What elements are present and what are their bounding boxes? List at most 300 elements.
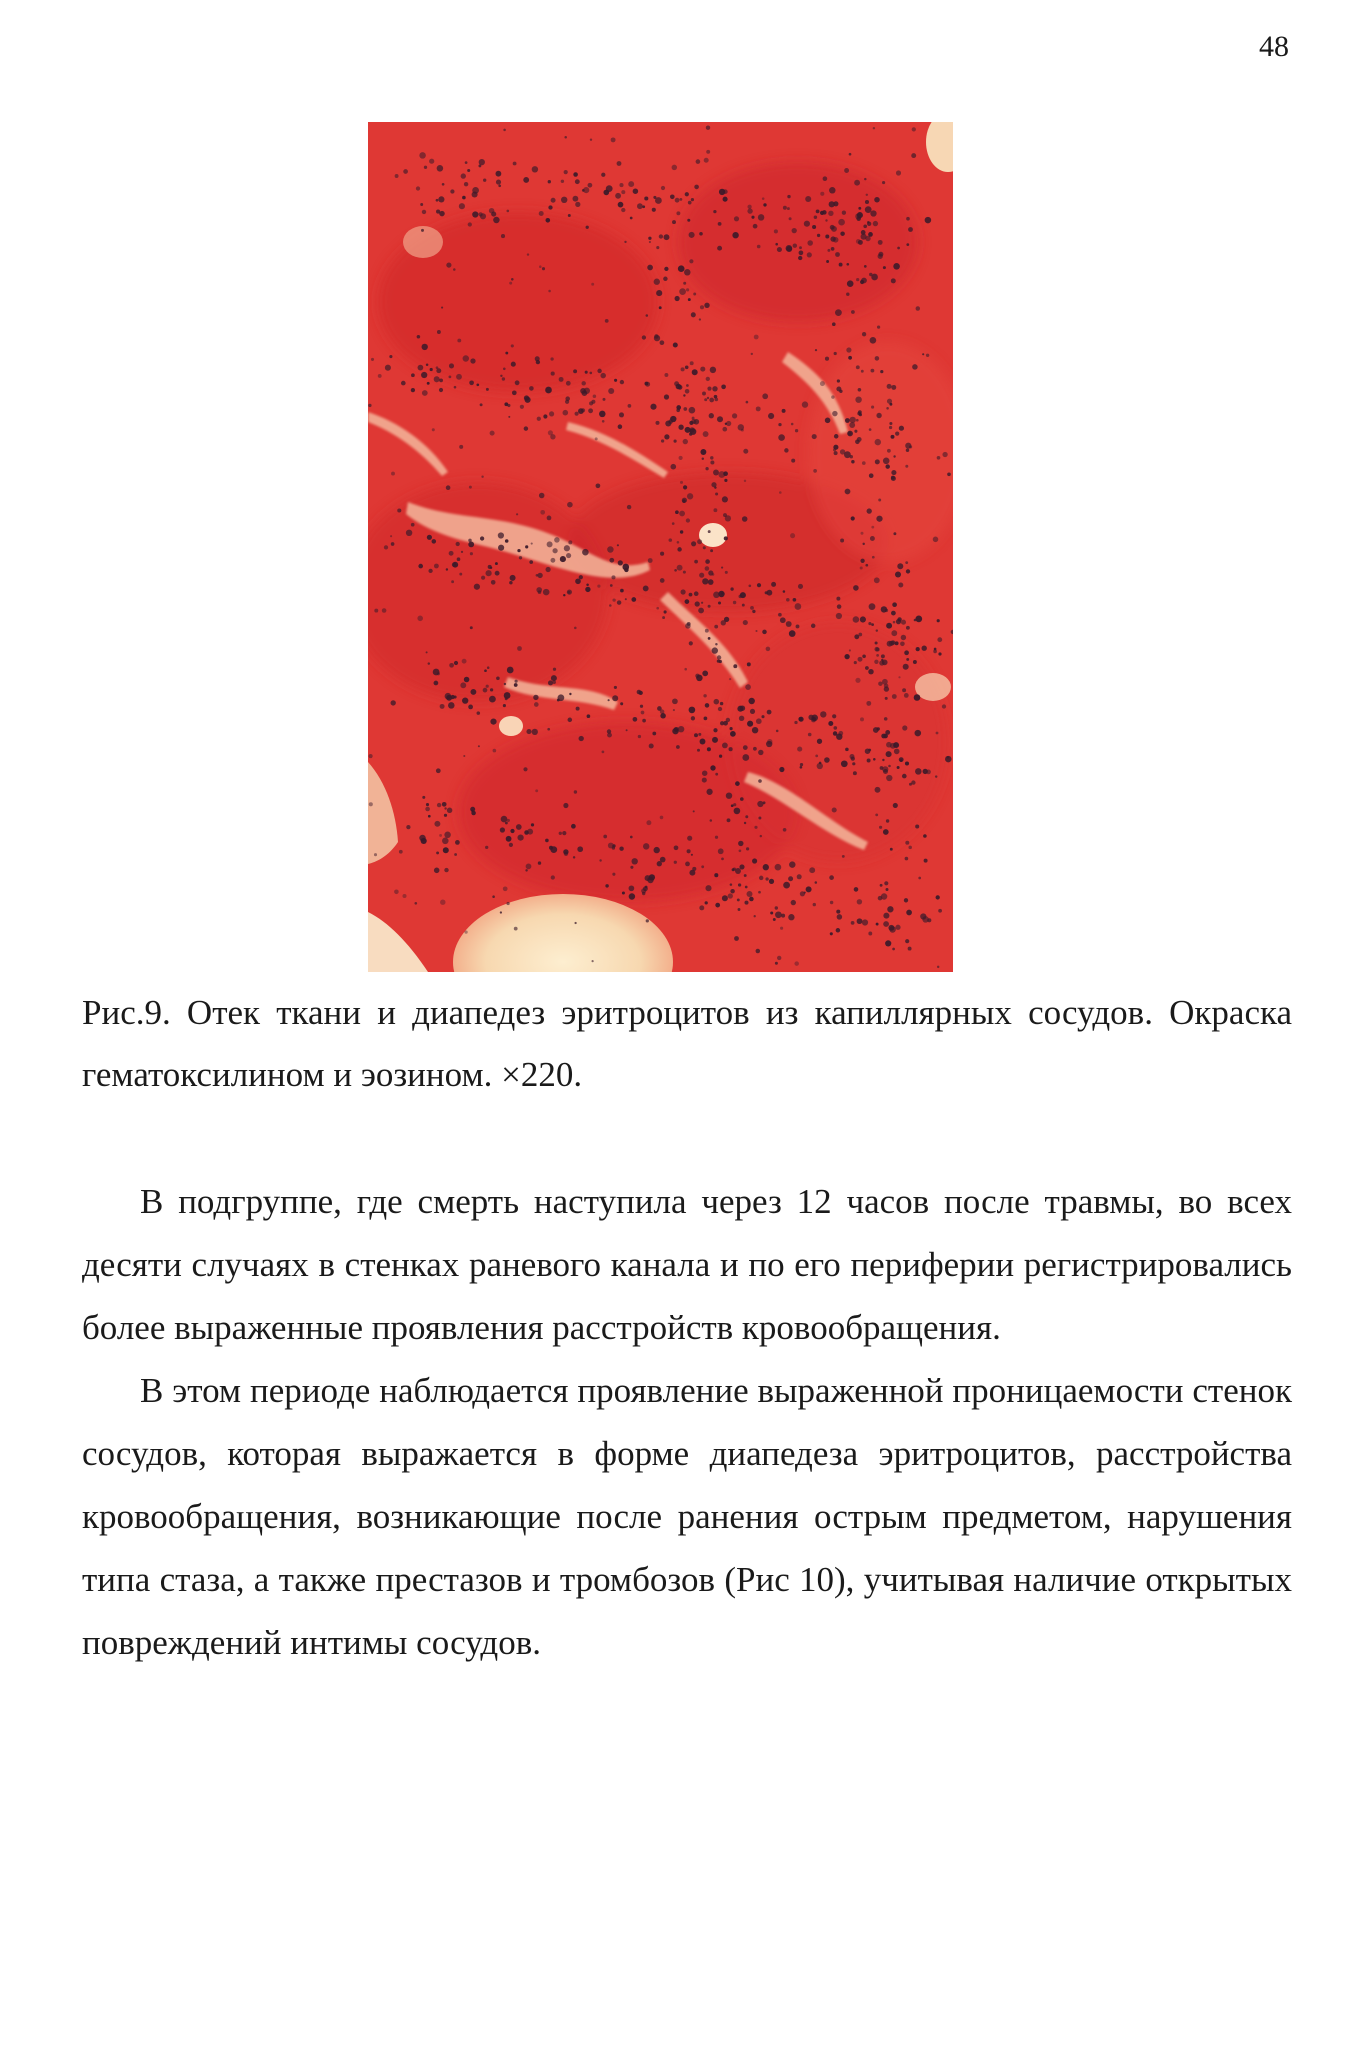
nucleus-dot <box>876 516 882 522</box>
nucleus-dot <box>884 684 889 689</box>
nucleus-dot <box>862 919 868 925</box>
nucleus-dot <box>506 836 512 842</box>
nucleus-dot <box>804 892 806 894</box>
nucleus-dot <box>687 493 693 499</box>
nucleus-dot <box>674 381 679 386</box>
nucleus-dot <box>691 198 694 201</box>
nucleus-dot <box>498 545 504 551</box>
nucleus-dot <box>646 314 649 317</box>
nucleus-dot <box>661 186 665 190</box>
nucleus-dot <box>870 536 875 541</box>
nucleus-dot <box>642 205 645 208</box>
nucleus-dot <box>898 676 900 678</box>
nucleus-dot <box>894 749 900 755</box>
nucleus-dot <box>851 310 855 314</box>
nucleus-dot <box>715 836 718 839</box>
nucleus-dot <box>669 538 673 542</box>
nucleus-dot <box>700 305 704 309</box>
nucleus-dot <box>705 901 708 904</box>
nucleus-dot <box>893 803 898 808</box>
nucleus-dot <box>838 219 845 226</box>
nucleus-dot <box>670 464 676 470</box>
nucleus-dot <box>742 604 745 607</box>
nucleus-dot <box>436 851 439 854</box>
nucleus-dot <box>829 201 835 207</box>
nucleus-dot <box>437 330 441 334</box>
nucleus-dot <box>633 188 639 194</box>
nucleus-dot <box>858 207 861 210</box>
nucleus-dot <box>444 832 451 839</box>
nucleus-dot <box>869 428 872 431</box>
nucleus-dot <box>411 373 415 377</box>
nucleus-dot <box>702 392 706 396</box>
nucleus-dot <box>797 874 802 879</box>
nucleus-dot <box>464 182 468 186</box>
nucleus-dot <box>581 381 585 385</box>
nucleus-dot <box>778 434 785 441</box>
nucleus-dot <box>434 681 439 686</box>
nucleus-dot <box>739 595 743 599</box>
nucleus-dot <box>757 801 763 807</box>
nucleus-dot <box>899 426 904 431</box>
nucleus-dot <box>630 836 633 839</box>
nucleus-dot <box>478 164 481 167</box>
nucleus-dot <box>472 191 478 197</box>
nucleus-dot <box>545 839 549 843</box>
nucleus-dot <box>830 901 833 904</box>
nucleus-dot <box>942 452 947 457</box>
nucleus-dot <box>878 681 882 685</box>
nucleus-dot <box>561 197 567 203</box>
nucleus-dot <box>537 417 541 421</box>
nucleus-dot <box>693 293 696 296</box>
nucleus-dot <box>456 542 460 546</box>
nucleus-dot <box>713 508 717 512</box>
nucleus-dot <box>748 584 751 587</box>
nucleus-dot <box>876 923 879 926</box>
nucleus-dot <box>902 774 907 779</box>
nucleus-dot <box>831 395 834 398</box>
nucleus-dot <box>465 161 468 164</box>
nucleus-dot <box>532 729 538 735</box>
nucleus-dot <box>865 564 868 567</box>
nucleus-dot <box>891 278 896 283</box>
nucleus-dot <box>599 859 601 861</box>
nucleus-dot <box>747 891 753 897</box>
nucleus-dot <box>906 910 912 916</box>
nucleus-dot <box>564 170 568 174</box>
nucleus-dot <box>857 412 861 416</box>
nucleus-dot <box>639 691 643 695</box>
nucleus-dot <box>860 559 864 563</box>
nucleus-dot <box>855 678 860 683</box>
nucleus-dot <box>897 766 900 769</box>
nucleus-dot <box>641 888 646 893</box>
nucleus-dot <box>860 616 866 622</box>
nucleus-dot <box>789 861 795 867</box>
nucleus-dot <box>563 594 565 596</box>
nucleus-dot <box>462 659 467 664</box>
nucleus-dot <box>551 675 557 681</box>
nucleus-dot <box>656 290 662 296</box>
nucleus-dot <box>758 750 763 755</box>
nucleus-dot <box>761 715 764 718</box>
nucleus-dot <box>614 379 617 382</box>
nucleus-dot <box>694 733 698 737</box>
nucleus-dot <box>498 532 504 538</box>
nucleus-dot <box>683 485 687 489</box>
nucleus-dot <box>454 386 457 389</box>
nucleus-dot <box>876 629 878 631</box>
nucleus-dot <box>612 695 618 701</box>
nucleus-dot <box>565 396 570 401</box>
nucleus-dot <box>708 637 711 640</box>
nucleus-dot <box>484 669 487 672</box>
nucleus-dot <box>829 187 836 194</box>
nucleus-dot <box>685 389 690 394</box>
nucleus-dot <box>852 762 855 765</box>
nucleus-dot <box>792 228 797 233</box>
nucleus-dot <box>562 831 566 835</box>
nucleus-dot <box>739 849 742 852</box>
nucleus-dot <box>815 881 818 884</box>
nucleus-dot <box>730 587 733 590</box>
nucleus-dot <box>627 505 631 509</box>
nucleus-dot <box>437 165 444 172</box>
nucleus-dot <box>721 567 723 569</box>
nucleus-dot <box>444 814 447 817</box>
nucleus-dot <box>806 886 812 892</box>
nucleus-dot <box>839 263 843 267</box>
nucleus-dot <box>878 499 881 502</box>
nucleus-dot <box>775 906 778 909</box>
nucleus-dot <box>854 887 859 892</box>
nucleus-dot <box>685 862 690 867</box>
nucleus-dot <box>755 630 757 632</box>
nucleus-dot <box>712 737 718 743</box>
nucleus-dot <box>786 245 793 252</box>
nucleus-dot <box>825 219 827 221</box>
nucleus-dot <box>517 549 520 552</box>
nucleus-dot <box>846 263 849 266</box>
nucleus-dot <box>523 177 529 183</box>
nucleus-dot <box>531 543 533 545</box>
nucleus-dot <box>566 553 571 558</box>
nucleus-dot <box>782 409 786 413</box>
nucleus-dot <box>747 208 752 213</box>
nucleus-dot <box>451 580 454 583</box>
nucleus-dot <box>856 365 860 369</box>
nucleus-dot <box>654 279 660 285</box>
nucleus-dot <box>719 755 722 758</box>
nucleus-dot <box>654 847 660 853</box>
nucleus-dot <box>703 546 706 549</box>
nucleus-dot <box>875 787 881 793</box>
nucleus-dot <box>552 548 557 553</box>
nucleus-dot <box>881 659 883 661</box>
nucleus-dot <box>487 666 490 669</box>
nucleus-dot <box>516 824 522 830</box>
nucleus-dot <box>549 411 554 416</box>
nucleus-dot <box>371 358 374 361</box>
nucleus-dot <box>757 245 761 249</box>
nucleus-dot <box>868 932 872 936</box>
nucleus-dot <box>722 496 728 502</box>
nucleus-dot <box>798 717 802 721</box>
nucleus-dot <box>708 530 711 533</box>
nucleus-dot <box>895 571 901 577</box>
nucleus-dot <box>783 590 786 593</box>
nucleus-dot <box>618 202 624 208</box>
nucleus-dot <box>858 657 863 662</box>
nucleus-dot <box>775 864 782 871</box>
nucleus-dot <box>812 434 817 439</box>
nucleus-dot <box>882 759 884 761</box>
nucleus-dot <box>434 868 440 874</box>
nucleus-dot <box>597 585 600 588</box>
nucleus-dot <box>453 268 456 271</box>
nucleus-dot <box>620 589 624 593</box>
nucleus-dot <box>670 416 676 422</box>
nucleus-dot <box>696 159 701 164</box>
nucleus-dot <box>500 911 502 913</box>
nucleus-dot <box>709 413 714 418</box>
nucleus-dot <box>574 922 576 924</box>
nucleus-dot <box>897 563 903 569</box>
nucleus-dot <box>642 335 646 339</box>
nucleus-dot <box>496 180 501 185</box>
nucleus-dot <box>689 421 693 425</box>
nucleus-dot <box>926 770 931 775</box>
paragraph-1: В подгруппе, где смерть наступила через 12 часов после травмы, во всех десяти случаях в стенках раневого канала и по его периферии регистрировались более выраженные проявления расстройств кровообращения. <box>82 1182 1292 1347</box>
nucleus-dot <box>888 765 891 768</box>
nucleus-dot <box>422 390 428 396</box>
nucleus-dot <box>504 692 511 699</box>
nucleus-dot <box>865 200 869 204</box>
nucleus-dot <box>813 469 817 473</box>
page-number: 48 <box>1259 30 1289 63</box>
nucleus-dot <box>564 136 567 139</box>
nucleus-dot <box>711 482 716 487</box>
nucleus-dot <box>867 508 872 513</box>
nucleus-dot <box>600 373 605 378</box>
nucleus-dot <box>621 190 625 194</box>
nucleus-dot <box>428 569 432 573</box>
nucleus-dot <box>602 420 605 423</box>
nucleus-dot <box>684 269 691 276</box>
nucleus-dot <box>624 568 629 573</box>
nucleus-dot <box>826 260 829 263</box>
nucleus-dot <box>767 710 772 715</box>
nucleus-dot <box>926 354 929 357</box>
nucleus-dot <box>853 771 857 775</box>
nucleus-dot <box>908 227 913 232</box>
nucleus-dot <box>664 234 670 240</box>
nucleus-dot <box>630 217 633 220</box>
nucleus-dot <box>721 858 724 861</box>
nucleus-dot <box>495 562 498 565</box>
nucleus-dot <box>680 198 683 201</box>
nucleus-dot <box>529 560 533 564</box>
nucleus-dot <box>715 643 717 645</box>
nucleus-dot <box>674 845 679 850</box>
nucleus-dot <box>915 730 922 737</box>
nucleus-dot <box>505 539 509 543</box>
nucleus-dot <box>854 634 859 639</box>
nucleus-dot <box>675 296 680 301</box>
nucleus-dot <box>786 621 792 627</box>
nucleus-dot <box>832 714 836 718</box>
nucleus-dot <box>485 846 488 849</box>
nucleus-dot <box>503 129 506 132</box>
nucleus-dot <box>597 369 601 373</box>
nucleus-dot <box>905 857 909 861</box>
nucleus-dot <box>845 748 849 752</box>
nucleus-dot <box>874 660 878 664</box>
nucleus-dot <box>856 217 860 221</box>
nucleus-dot <box>546 218 551 223</box>
nucleus-dot <box>788 876 793 881</box>
nucleus-dot <box>490 688 493 691</box>
nucleus-dot <box>729 678 731 680</box>
nucleus-dot <box>563 803 568 808</box>
nucleus-dot <box>704 158 709 163</box>
nucleus-dot <box>509 282 512 285</box>
nucleus-dot <box>876 413 881 418</box>
nucleus-dot <box>895 431 899 435</box>
nucleus-dot <box>855 439 860 444</box>
nucleus-dot <box>401 381 406 386</box>
nucleus-dot <box>864 265 867 268</box>
nucleus-dot <box>629 885 635 891</box>
nucleus-dot <box>605 319 609 323</box>
nucleus-dot <box>422 344 428 350</box>
nucleus-dot <box>807 240 813 246</box>
nucleus-dot <box>875 459 880 464</box>
nucleus-dot <box>794 721 797 724</box>
nucleus-dot <box>467 169 470 172</box>
nucleus-dot <box>421 838 427 844</box>
nucleus-dot <box>368 404 371 407</box>
nucleus-dot <box>905 561 908 564</box>
nucleus-dot <box>906 217 910 221</box>
nucleus-dot <box>798 256 802 260</box>
nucleus-dot <box>547 516 552 521</box>
nucleus-dot <box>664 434 669 439</box>
nucleus-dot <box>861 230 866 235</box>
nucleus-dot <box>942 704 946 708</box>
nucleus-dot <box>712 386 717 391</box>
nucleus-dot <box>426 803 429 806</box>
nucleus-dot <box>898 583 903 588</box>
nucleus-dot <box>863 224 867 228</box>
nucleus-dot <box>800 763 803 766</box>
nucleus-dot <box>679 511 685 517</box>
nucleus-dot <box>569 693 571 695</box>
nucleus-dot <box>699 232 703 236</box>
nucleus-dot <box>552 681 555 684</box>
nucleus-dot <box>691 312 696 317</box>
nucleus-dot <box>763 203 766 206</box>
nucleus-dot <box>504 683 506 685</box>
nucleus-dot <box>679 456 683 460</box>
nucleus-dot <box>517 646 522 651</box>
nucleus-dot <box>906 626 910 630</box>
nucleus-dot <box>550 558 555 563</box>
nucleus-dot <box>763 864 769 870</box>
nucleus-dot <box>833 726 837 730</box>
nucleus-dot <box>751 353 753 355</box>
nucleus-dot <box>745 684 751 690</box>
nucleus-dot <box>872 556 875 559</box>
nucleus-dot <box>845 489 851 495</box>
nucleus-dot <box>871 526 874 529</box>
nucleus-dot <box>459 573 462 576</box>
nucleus-dot <box>390 535 392 537</box>
nucleus-dot <box>608 388 614 394</box>
nucleus-dot <box>575 412 579 416</box>
nucleus-dot <box>632 858 638 864</box>
nucleus-dot <box>611 137 616 142</box>
nucleus-dot <box>665 420 671 426</box>
nucleus-dot <box>498 184 501 187</box>
nucleus-dot <box>726 792 732 798</box>
nucleus-dot <box>892 948 895 951</box>
nucleus-dot <box>674 861 677 864</box>
nucleus-dot <box>683 407 687 411</box>
nucleus-dot <box>835 309 842 316</box>
nucleus-dot <box>428 815 431 818</box>
nucleus-dot <box>563 410 569 416</box>
nucleus-dot <box>883 829 889 835</box>
nucleus-dot <box>914 694 921 701</box>
nucleus-dot <box>774 229 778 233</box>
nucleus-dot <box>899 757 904 762</box>
nucleus-dot <box>740 797 744 801</box>
nucleus-dot <box>568 718 573 723</box>
nucleus-dot <box>868 749 871 752</box>
nucleus-dot <box>430 368 433 371</box>
nucleus-dot <box>756 718 762 724</box>
nucleus-dot <box>509 581 512 584</box>
nucleus-dot <box>860 566 863 569</box>
nucleus-dot <box>807 252 812 257</box>
nucleus-dot <box>446 485 451 490</box>
nucleus-dot <box>591 283 594 286</box>
nucleus-dot <box>738 883 741 886</box>
nucleus-dot <box>419 152 426 159</box>
nucleus-dot <box>808 715 813 720</box>
nucleus-dot <box>820 211 824 215</box>
nucleus-dot <box>436 199 439 202</box>
nucleus-dot <box>706 789 712 795</box>
nucleus-dot <box>856 239 861 244</box>
nucleus-dot <box>832 807 837 812</box>
nucleus-dot <box>605 884 608 887</box>
nucleus-dot <box>777 247 782 252</box>
nucleus-dot <box>816 210 820 214</box>
nucleus-dot <box>825 418 831 424</box>
nucleus-dot <box>553 668 556 671</box>
nucleus-dot <box>656 607 659 610</box>
nucleus-dot <box>483 179 486 182</box>
nucleus-dot <box>687 836 692 841</box>
nucleus-dot <box>840 231 845 236</box>
nucleus-dot <box>817 739 822 744</box>
nucleus-dot <box>908 947 912 951</box>
nucleus-dot <box>678 425 683 430</box>
nucleus-dot <box>860 717 864 721</box>
